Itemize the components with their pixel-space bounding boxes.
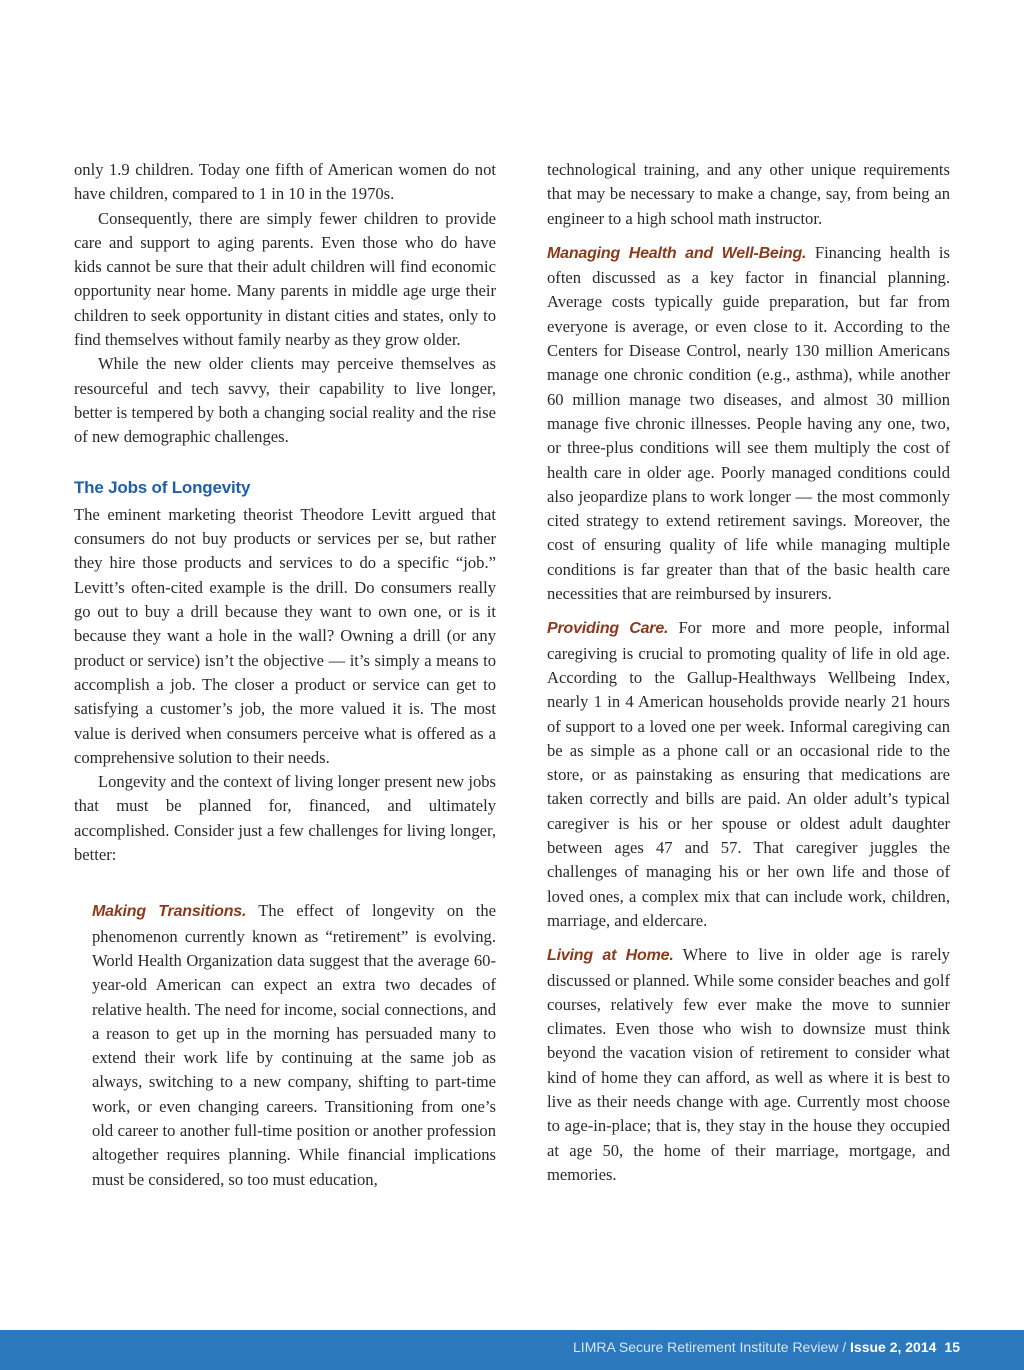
runin-providing-care: Providing Care. (547, 620, 669, 638)
publication-name: LIMRA Secure Retirement Institute Review / (573, 1339, 851, 1355)
left-column (74, 158, 496, 1192)
runin-managing-health: Managing Health and Well-Being. (547, 244, 807, 262)
making-transitions-text: The effect of longevity on the phenomenon currently known as “retirement” is evolving. World Health Organization data suggest that the average 60-year-old American can expect an extra two decades of relative health. The need for income, social connections, and a reason to get up in the morning has persuaded many to extend their work life by continuing at the same job as always, switching to a new company, shifting to part-time work, or even changing careers. Transitioning from one’s old career to another full-time position or another profession altogether requires planning. While financial implications must be considered, so too must education, (92, 901, 497, 1189)
runin-making-transitions: Making Transitions. (92, 903, 247, 921)
paragraph-making-transitions (92, 899, 496, 1192)
right-column (547, 158, 950, 1187)
issue-label: Issue 2, 2014 (850, 1339, 937, 1355)
runin-living-at-home: Living at Home. (547, 947, 674, 965)
paragraph-living-at-home (547, 943, 950, 1187)
paragraph-providing-care (547, 616, 950, 933)
providing-care-text: For more and more people, informal caregiving is crucial to promoting quality of life in old age. According to the Gallup-Healthways Wellbeing Index, nearly 1 in 4 American households provide nearly 21 hours of support to a loved one per week. Informal caregiving can be as simple as a phone call or an occasional ride to the store, or as painstaking as ensuring that medications are taken correctly and bills are paid. An older adult’s typical caregiver is his or her spouse or oldest adult daughter between ages 47 and 57. That caregiver juggles the challenges of managing his or her own life and those of loved ones, a complex mix that can include work, children, marriage, and eldercare. (547, 618, 950, 930)
footer-bar (0, 1330, 1024, 1370)
paragraph-levitt: The eminent marketing theorist Theodore Levitt argued that consumers do not buy products or services per se, but rather they hire those products and services to do a specific “job.” Levitt’s often-cited example is the drill. Do consumers really go out to buy a drill because they want to own one, or is it because they want a hole in the wall? Owning a drill (or any product or service) isn’t the objective — it’s simply a means to accomplish a job. The closer a product or service can get to satisfying a customer’s job, the more valued it is. The most value is derived when consumers perceive what is offered as a comprehensive solution to their needs. (74, 504, 496, 767)
footer-text (573, 1339, 960, 1355)
page-number: 15 (944, 1339, 960, 1355)
paragraph-children-stats: only 1.9 children. Today one fifth of American women do not have children, compared to 1 in 10 in the 1970s. (74, 160, 496, 204)
paragraph-fewer-children: Consequently, there are simply fewer children to provide care and support to aging parents. Even those who do have kids cannot be sure that their adult children will find economic opportunity near home. Many parents in middle age urge their children to seek opportunity in distant cities and states, only to find themselves without family nearby as they grow older. (74, 208, 496, 350)
paragraph-longevity-context: Longevity and the context of living longer present new jobs that must be planned for, financed, and ultimately accomplished. Consider just a few challenges for living longer, better: (74, 772, 496, 865)
living-at-home-text: Where to live in older age is rarely discussed or planned. While some consider beaches and golf courses, relatively few ever make the move to sunnier climates. Even those who wish to downsize must think beyond the vacation vision of retirement to consider what kind of home they can afford, as well as where it is best to live as their needs change with age. Currently most choose to age-in-place; that is, they stay in the house they occupied at age 50, the home of their marriage, mortgage, and memories. (547, 945, 950, 1184)
managing-health-text: Financing health is often discussed as a key factor in financial planning. Average costs typically guide preparation, but far from everyone is average, or even close to it. According to the Centers for Disease Control, nearly 130 million Americans manage one chronic condition (e.g., asthma), while another 60 million manage two diseases, and almost 30 million manage five chronic illnesses. People having any one, two, or three-plus conditions will see them multiply the cost of health care in older age. Poorly managed conditions could also jeopardize plans to work longer — the most commonly cited strategy to extend retirement savings. Moreover, the cost of ensuring quality of life while managing multiple conditions is far greater than that of the basic health care necessities that are reimbursed by insurers. (547, 242, 950, 604)
section-heading-jobs-of-longevity: The Jobs of Longevity (74, 477, 251, 497)
paragraph-older-clients: While the new older clients may perceive themselves as resourceful and tech savvy, their capability to live longer, better is tempered by both a changing social reality and the rise of new demographic challenges. (74, 354, 496, 447)
paragraph-managing-health (547, 241, 950, 606)
paragraph-technological-training: technological training, and any other unique requirements that may be necessary to make a change, say, from being an engineer to a high school math instructor. (547, 160, 950, 228)
